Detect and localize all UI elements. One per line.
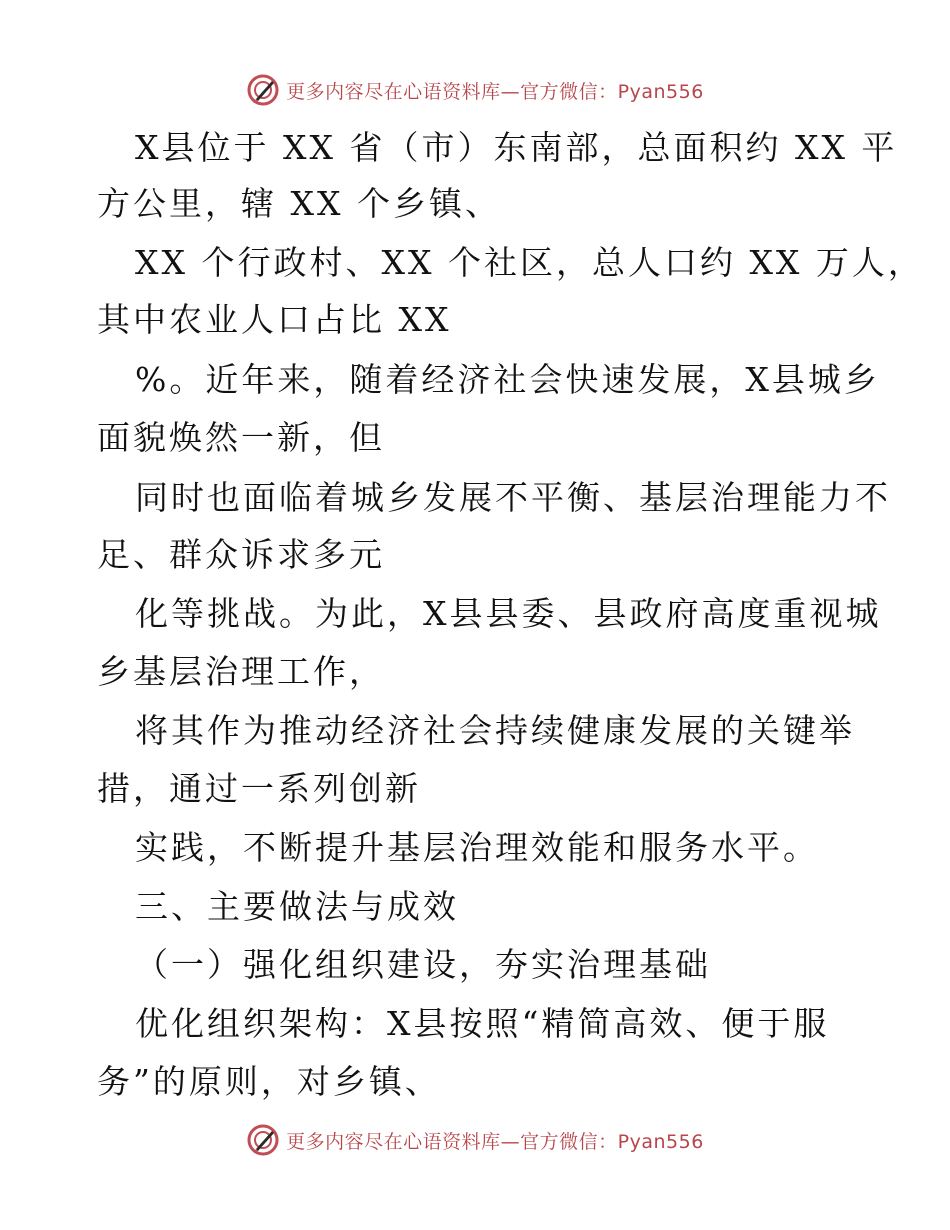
pen-logo-icon	[246, 1123, 280, 1157]
text-line: 实践，不断提升基层治理效能和服务水平。	[135, 828, 819, 867]
text-line: XX 个行政村、XX 个社区，总人口约 XX 万人，	[135, 243, 924, 282]
text-line: 将其作为推动经济社会持续健康发展的关键举	[135, 711, 855, 750]
text-line: %。近年来，随着经济社会快速发展，X县城乡	[135, 360, 880, 399]
text-line: 乡基层治理工作，	[97, 652, 385, 691]
section-heading: 三、主要做法与成效	[135, 887, 459, 926]
text-line: 优化组织架构：X县按照“精简高效、便于服	[135, 1004, 830, 1043]
text-line: 同时也面临着城乡发展不平衡、基层治理能力不	[135, 478, 891, 517]
text-line: 其中农业人口占比 XX	[97, 300, 452, 339]
subsection-heading: （一）强化组织建设，夯实治理基础	[135, 945, 711, 984]
text-line: 务”的原则，对乡镇、	[97, 1062, 441, 1101]
watermark-text: 更多内容尽在心语资料库—官方微信：Pyan556	[286, 80, 704, 103]
pen-logo-icon	[246, 73, 280, 107]
text-line: 足、群众诉求多元	[97, 535, 385, 574]
text-line: 化等挑战。为此，X县县委、县政府高度重视城	[135, 594, 882, 633]
text-line: 措，通过一系列创新	[97, 769, 421, 808]
watermark-footer	[0, 1120, 950, 1160]
text-line: 方公里，辖 XX 个乡镇、	[97, 184, 501, 223]
text-line: X县位于 XX 省（市）东南部，总面积约 XX 平	[135, 128, 898, 167]
watermark-text: 更多内容尽在心语资料库—官方微信：Pyan556	[286, 1130, 704, 1153]
watermark-header	[0, 70, 950, 110]
text-line: 面貌焕然一新，但	[97, 418, 385, 457]
